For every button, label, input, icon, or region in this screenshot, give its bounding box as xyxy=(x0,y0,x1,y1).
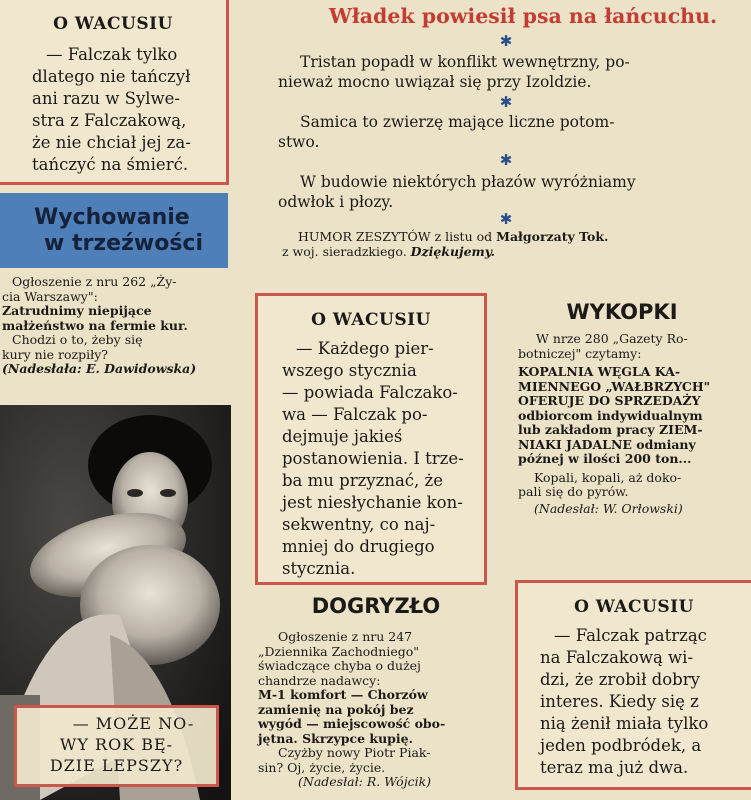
text-line: Zatrudnimy niepijące xyxy=(2,303,152,318)
text-line: teraz ma już dwa. xyxy=(540,758,689,777)
text-line: wszego stycznia xyxy=(282,361,417,380)
credit-name: Małgorzaty Tok. xyxy=(496,229,609,244)
text-line: sin? Oj, życie, życie. xyxy=(258,759,386,775)
text-line: — Każdego pier- xyxy=(296,339,434,358)
text-line: że nie chciał jej za- xyxy=(32,133,191,152)
sender: (Nadesłał: W. Orłowski) xyxy=(534,500,683,516)
text-line: NIAKI JADALNE odmiany xyxy=(518,436,696,452)
text-line: Kopali, kopali, aż doko- xyxy=(534,469,682,485)
text-line: mniej do drugiego xyxy=(282,537,435,556)
sender: (Nadesłała: E. Dawidowska) xyxy=(2,361,197,376)
humor-title: Władek powiesił psa na łańcuchu. xyxy=(328,4,718,28)
text-line: KOPALNIA WĘGLA KA- xyxy=(518,364,681,379)
text-line: WY ROK BĘ- xyxy=(59,735,174,754)
star-icon: ✱ xyxy=(499,151,513,169)
dogryzlo-title: DOGRYZŁO xyxy=(311,594,441,618)
text-line: sekwentny, co naj- xyxy=(282,515,436,534)
wychowanie-title-1: Wychowanie xyxy=(34,205,190,230)
text-line: zamienię na pokój bez xyxy=(258,701,414,717)
text-line: tańczyć na śmierć. xyxy=(32,155,189,174)
credit-region: z woj. sieradzkiego. xyxy=(282,243,407,259)
text-line: M-1 komfort — Chorzów xyxy=(258,687,428,702)
wychowanie-banner xyxy=(0,193,228,268)
text-line: stra z Falczakową, xyxy=(32,111,187,130)
text-line: Ogłoszenie z nru 247 xyxy=(278,629,413,644)
wacusiu-text xyxy=(282,338,470,580)
text-line: „Dziennika Zachodniego" xyxy=(258,643,420,659)
wacusiu-box-mid xyxy=(255,293,487,585)
star-icon: ✱ xyxy=(499,93,513,111)
text-line: OFERUJE DO SPRZEDAŻY xyxy=(518,393,701,408)
wykopki-title: WYKOPKI xyxy=(566,300,678,324)
wacusiu-text xyxy=(32,44,214,176)
text-line: ani razu w Sylwe- xyxy=(32,89,181,108)
text-line: małżeństwo na fermie kur. xyxy=(2,317,188,333)
text-line: stwo. xyxy=(278,133,320,151)
text-line: jeden podbródek, a xyxy=(540,736,702,755)
credit-prefix: HUMOR ZESZYTÓW z listu od xyxy=(298,229,493,244)
star-icon: ✱ xyxy=(499,32,513,50)
text-line: Czyżby nowy Piotr Piak- xyxy=(278,745,431,760)
caption-text xyxy=(14,713,219,776)
text-line: nieważ mocno uwiązał się przy Izoldzie. xyxy=(278,73,592,91)
text-line: dzi, że zrobił dobry xyxy=(540,670,700,689)
text-line: odbiorcom indywidualnym xyxy=(518,407,703,423)
dogryzlo-text xyxy=(258,630,494,790)
photo xyxy=(0,405,231,800)
wacusiu-heading: O WACUSIU xyxy=(311,310,431,330)
text-line: wygód — miejscowość obo- xyxy=(258,716,446,731)
text-line: dlatego nie tańczył xyxy=(32,67,191,86)
star-icon: ✱ xyxy=(499,210,513,228)
wacusiu-heading: O WACUSIU xyxy=(53,14,173,34)
wychowanie-title-2: w trzeźwości xyxy=(44,231,203,256)
joke-2 xyxy=(278,112,728,152)
text-line: chandrze nadawcy: xyxy=(258,672,381,688)
joke-1 xyxy=(278,52,728,92)
text-line: DZIE LEPSZY? xyxy=(49,756,184,775)
text-line: stycznia. xyxy=(282,559,356,578)
text-line: postanowienia. I trze- xyxy=(282,449,464,468)
text-line: jętna. Skrzypce kupię. xyxy=(258,730,413,746)
text-line: — Falczak tylko xyxy=(46,45,178,64)
credit-thanks: Dziękujemy. xyxy=(410,243,495,259)
text-line: Samica to zwierzę mające liczne potom- xyxy=(300,113,615,131)
text-line: botniczej" czytamy: xyxy=(518,345,642,361)
text-line: W nrze 280 „Gazety Ro- xyxy=(536,331,688,346)
text-line: późnej w ilości 200 ton... xyxy=(518,451,692,466)
text-line: W budowie niektórych płazów wyróżniamy xyxy=(300,173,636,191)
wykopki-text xyxy=(504,332,746,516)
text-line: odwłok i płozy. xyxy=(278,193,394,211)
humor-credit xyxy=(282,229,738,259)
sender: (Nadesłał: R. Wójcik) xyxy=(298,774,432,789)
text-line: cia Warszawy": xyxy=(2,288,98,304)
text-line: dejmuje jakieś xyxy=(282,427,403,446)
text-line: Chodzi o to, żeby się xyxy=(12,332,143,347)
wacusiu-heading: O WACUSIU xyxy=(574,597,694,617)
wacusiu-box-right xyxy=(515,580,751,790)
text-line: wa — Falczak po- xyxy=(282,405,428,424)
text-line: świadczące chyba o dużej xyxy=(258,658,421,673)
text-line: pali się do pyrów. xyxy=(518,484,629,499)
text-line: — powiada Falczako- xyxy=(282,383,458,402)
text-line: interes. Kiedy się z xyxy=(540,692,699,711)
photo-caption xyxy=(0,705,231,800)
wacusiu-text xyxy=(540,625,734,779)
text-line: Ogłoszenie z nru 262 „Ży- xyxy=(12,274,177,289)
text-line: Tristan popadł w konflikt wewnętrzny, po- xyxy=(300,53,630,71)
wychowanie-text xyxy=(2,275,226,377)
text-line: — Falczak patrząc xyxy=(554,626,707,645)
text-line: — MOŻE NO- xyxy=(72,714,195,733)
text-line: lub zakładom pracy ZIEM- xyxy=(518,422,703,437)
text-line: nią żenił miała tylko xyxy=(540,714,709,733)
text-line: MIENNEGO „WAŁBRZYCH" xyxy=(518,378,711,394)
joke-3 xyxy=(278,172,728,212)
text-line: ba mu przyznać, że xyxy=(282,471,443,490)
text-line: kury nie rozpiły? xyxy=(2,346,108,362)
text-line: jest niesłychanie kon- xyxy=(282,493,463,512)
wacusiu-box-top xyxy=(0,0,229,185)
text-line: na Falczakową wi- xyxy=(540,648,694,667)
